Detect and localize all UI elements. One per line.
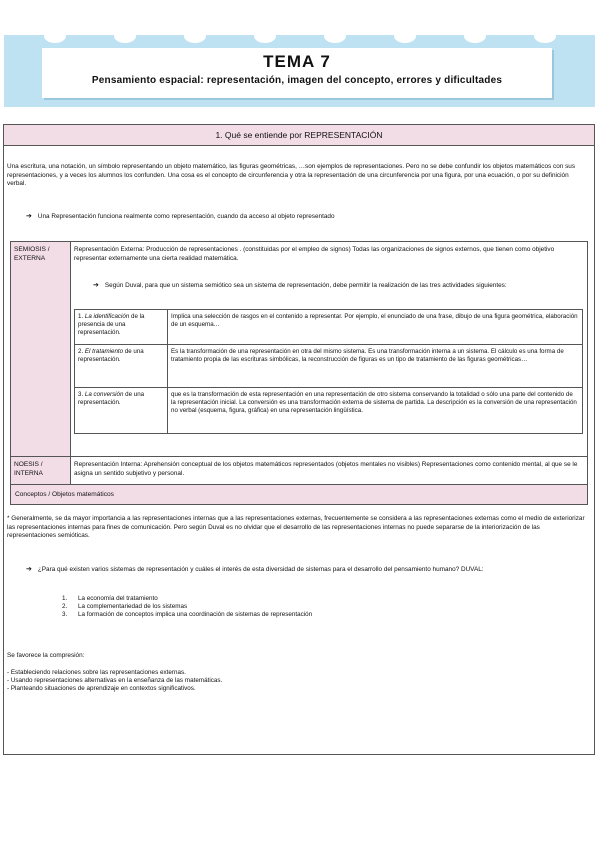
noesis-label: NOESIS / INTERNA — [14, 461, 43, 477]
banner-scallop — [114, 29, 136, 43]
noesis-text: Representación Interna: Aprehensión conceptual de los objetos matemáticos representados (objetos mentales no visibles) Representaciones como contenido mental, al que se le asigna un sentido subjetivo y personal. — [74, 461, 578, 477]
list-item: 1. La economía del tratamiento — [62, 595, 158, 602]
banner-scallop — [184, 29, 206, 43]
list-item: - Planteando situaciones de aprendizaje en contextos significativos. — [7, 685, 196, 692]
favor-title: Se favorece la compresión: — [7, 652, 85, 659]
activity-name: La identificación — [84, 313, 130, 320]
page-title: TEMA 7 — [263, 52, 331, 71]
intro-paragraph: Una escritura, una notación, un símbolo representando un objeto matemático, las figuras geométricas, …son ejemplos de representaciones. Pero no se debe confundir los objetos matemáticos con sus representaciones, y a veces los alumnos los confunden. Una cosa es el concepto de circunferencia y otra la representación de una circunferencia por una figura, por una ecuación, o por su definición verbal. — [7, 163, 576, 188]
duval-intro-text: Según Duval, para que un sistema semiótico sea un sistema de representación, debe permitir la realización de las tres actividades siguientes: — [104, 282, 507, 289]
divider — [70, 242, 71, 484]
activity-name: El tratamiento — [84, 348, 124, 355]
question-bullet — [26, 566, 586, 575]
title-box — [42, 48, 552, 98]
favor-list — [7, 669, 587, 693]
note-paragraph: * Generalmente, se da mayor importancia a las representaciones internas que a las representaciones externas, frecuentemente se considera a las representaciones externas como el medio de exteriorizar las representaciones internas para fines de comunicación. Pero según Duval es no olvidar que el desarrollo de las representaciones internas no puede separarse de la interiorización de las representaciones semióticas. — [7, 515, 585, 540]
banner-scallop — [534, 29, 556, 43]
duval-intro — [93, 282, 581, 291]
question-text: ¿Para qué existen varios sistemas de representación y cuáles el interés de esta diversidad de sistemas para el desarrollo del pensamiento humano? DUVAL: — [37, 566, 484, 573]
list-item: 2. La complementariedad de los sistemas — [62, 603, 188, 610]
divider — [11, 456, 587, 457]
activity-rest: de la presencia de una representación. — [78, 313, 145, 336]
banner-scallop — [44, 29, 66, 43]
list-item: 3. La formación de conceptos implica una coordinación de sistemas de representación — [62, 611, 313, 618]
banner-scallop — [324, 29, 346, 43]
page-subtitle: Pensamiento espacial: representación, imagen del concepto, errores y dificultades — [91, 75, 503, 86]
banner-scallop — [464, 29, 486, 43]
activity-2-desc: Es la transformación de una representación en otra del mismo sistema. Es una transformación interna a un sistema. El cálculo es una forma de tratamiento propia de las escrituras simbólicas, la reconstrucción de figuras es un tipo de tratamiento de las figuras geométricas… — [171, 348, 564, 363]
divider — [75, 344, 582, 345]
activities-table — [74, 309, 583, 434]
activity-rest: de una representación. — [78, 348, 144, 363]
activity-number: 1. — [78, 313, 84, 320]
activity-2 — [78, 348, 164, 364]
semiosis-label: SEMIOSIS / EXTERNA — [14, 246, 50, 262]
bullet-text: Una Representación funciona realmente como representación, cuando da acceso al objeto representado — [37, 213, 335, 220]
semiosis-cell — [11, 242, 70, 456]
activity-number: 2. — [78, 348, 84, 355]
arrow-icon: ➔ — [26, 566, 32, 573]
semiosis-text: Representación Externa: Producción de representaciones . (constituidas por el empleo de signos) Todas las organizaciones de signos externos, que tienen como objetivo representar externamente una cierta realidad matemática. — [74, 246, 555, 262]
conceptos-row: Conceptos / Objetos matemáticos — [11, 484, 587, 504]
activity-3-desc: que es la transformación de esta representación en una representación de otro sistema conservando la totalidad o sólo una parte del contenido de la representación inicial. La conversión es una transformación externa de sistema de partida. La descripción es la conversión de una representación no verbal (esquema, figura, gráfica) en una representación lingüística. — [171, 391, 577, 414]
activity-1 — [78, 313, 164, 337]
activity-rest: de una representación. — [78, 391, 145, 406]
activity-1-desc: Implica una selección de rasgos en el contenido a representar. Por ejemplo, el enunciado de una frase, dibujo de una figura geométrica, elaboración de un esquema… — [171, 313, 578, 328]
document-frame — [3, 124, 595, 755]
activity-3 — [78, 391, 164, 407]
bullet-representation — [26, 213, 586, 222]
activity-name: La conversión — [84, 391, 124, 398]
arrow-icon: ➔ — [93, 282, 99, 289]
arrow-icon: ➔ — [26, 213, 32, 220]
divider — [75, 387, 582, 388]
banner-scallop — [394, 29, 416, 43]
section-heading: 1. Qué se entiende por REPRESENTACIÓN — [4, 125, 594, 146]
divider — [167, 310, 168, 433]
representation-table — [10, 241, 588, 505]
banner-scallop — [254, 29, 276, 43]
list-item: - Estableciendo relaciones sobre las representaciones externas. — [7, 669, 186, 676]
list-item: - Usando representaciones alternativas en la enseñanza de las matemáticas. — [7, 677, 223, 684]
activity-number: 3. — [78, 391, 84, 398]
duval-list — [62, 595, 582, 619]
